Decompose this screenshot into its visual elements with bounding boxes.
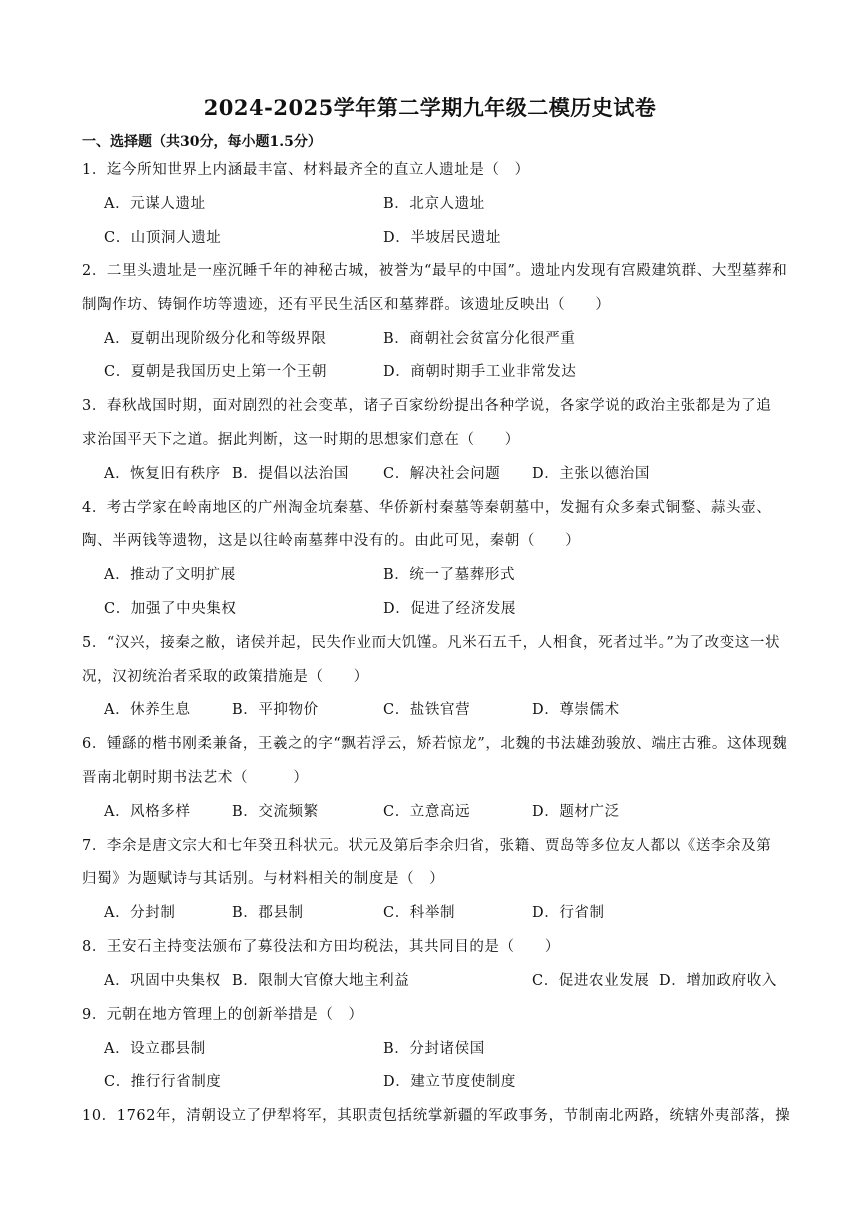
question-7-option-c[interactable]: C．科举制 xyxy=(383,905,456,921)
question-8-stem: 8．王安石主持变法颁布了募役法和方田均税法，其共同目的是（ ） xyxy=(82,939,560,955)
question-5-option-a[interactable]: A．休养生息 xyxy=(104,702,191,718)
question-8-option-c[interactable]: C．促进农业发展 xyxy=(532,973,650,989)
question-7-stem-line-1: 7．李余是唐文宗大和七年癸丑科状元。状元及第后李余归省，张籍、贾岛等多位友人都以《送李余及第 xyxy=(82,838,772,854)
question-9-option-b[interactable]: B．分封诸侯国 xyxy=(383,1041,485,1057)
question-8-option-b[interactable]: B．限制大官僚大地主利益 xyxy=(232,973,410,989)
question-7-option-a[interactable]: A．分封制 xyxy=(104,905,176,921)
question-3-option-d[interactable]: D．主张以德治国 xyxy=(532,466,650,482)
question-1-option-c[interactable]: C．山顶洞人遗址 xyxy=(104,230,222,246)
question-6-option-a[interactable]: A．风格多样 xyxy=(104,804,191,820)
question-4-option-a[interactable]: A．推动了文明扩展 xyxy=(104,567,236,583)
question-9-stem: 9．元朝在地方管理上的创新举措是（ ） xyxy=(82,1007,364,1023)
question-4-stem-line-1: 4．考古学家在岭南地区的广州淘金坑秦墓、华侨新村秦墓等秦朝墓中，发掘有众多秦式铜鍪、蒜头壶、 xyxy=(82,500,772,516)
question-3-stem-line-2: 求治国平天下之道。据此判断，这一时期的思想家们意在（ ） xyxy=(82,432,520,448)
question-2-option-d[interactable]: D．商朝时期手工业非常发达 xyxy=(383,364,577,380)
question-5-option-b[interactable]: B．平抑物价 xyxy=(232,702,319,718)
question-6-stem-line-1: 6．锺繇的楷书刚柔兼备，王羲之的字“飘若浮云，矫若惊龙”，北魏的书法雄劲骏放、端庄古雅。这体现魏 xyxy=(82,736,788,752)
question-2-stem-line-2: 制陶作坊、铸铜作坊等遗迹，还有平民生活区和墓葬群。该遗址反映出（ ） xyxy=(82,297,611,313)
question-5-stem-line-2: 况，汉初统治者采取的政策措施是（ ） xyxy=(82,669,369,685)
question-5-option-c[interactable]: C．盐铁官营 xyxy=(383,702,471,718)
question-6-option-d[interactable]: D．题材广泛 xyxy=(532,804,620,820)
question-8-option-d[interactable]: D．增加政府收入 xyxy=(659,973,777,989)
section-heading: 一、选择题（共30分，每小题1.5分） xyxy=(82,134,322,150)
question-6-stem-line-2: 晋南北朝时期书法艺术（ ） xyxy=(82,770,309,786)
question-4-option-b[interactable]: B．统一了墓葬形式 xyxy=(383,567,516,583)
question-3-option-a[interactable]: A．恢复旧有秩序 xyxy=(104,466,221,482)
question-5-stem-line-1: 5．“汉兴，接秦之敝，诸侯并起，民失作业而大饥馑。凡米石五千，人相食，死者过半。”为了改变这一状 xyxy=(82,635,781,651)
question-7-option-b[interactable]: B．郡县制 xyxy=(232,905,304,921)
question-4-option-d[interactable]: D．促进了经济发展 xyxy=(383,601,517,617)
question-2-stem-line-1: 2．二里头遗址是一座沉睡千年的神秘古城，被誉为“最早的中国”。遗址内发现有宫殿建筑群、大型墓葬和 xyxy=(82,263,788,279)
question-1-option-a[interactable]: A．元谋人遗址 xyxy=(104,196,206,212)
question-4-option-c[interactable]: C．加强了中央集权 xyxy=(104,601,237,617)
question-6-option-b[interactable]: B．交流频繁 xyxy=(232,804,319,820)
question-3-stem-line-1: 3．春秋战国时期，面对剧烈的社会变革，诸子百家纷纷提出各种学说，各家学说的政治主张都是为了追 xyxy=(82,398,772,414)
exam-title: 2024-2025学年第二学期九年级二模历史试卷 xyxy=(203,95,657,120)
question-8-option-a[interactable]: A．巩固中央集权 xyxy=(104,973,221,989)
question-2-option-a[interactable]: A．夏朝出现阶级分化和等级界限 xyxy=(104,331,327,347)
question-9-option-a[interactable]: A．设立郡县制 xyxy=(104,1041,206,1057)
question-1-stem: 1．迄今所知世界上内涵最丰富、材料最齐全的直立人遗址是（ ） xyxy=(82,162,530,178)
question-6-option-c[interactable]: C．立意高远 xyxy=(383,804,471,820)
question-9-option-d[interactable]: D．建立节度使制度 xyxy=(383,1074,517,1090)
question-2-option-c[interactable]: C．夏朝是我国历史上第一个王朝 xyxy=(104,364,328,380)
question-7-option-d[interactable]: D．行省制 xyxy=(532,905,605,921)
question-5-option-d[interactable]: D．尊崇儒术 xyxy=(532,702,620,718)
question-1-option-b[interactable]: B．北京人遗址 xyxy=(383,196,485,212)
question-7-stem-line-2: 归蜀》为题赋诗与其话别。与材料相关的制度是（ ） xyxy=(82,871,445,887)
question-3-option-c[interactable]: C．解决社会问题 xyxy=(383,466,501,482)
question-4-stem-line-2: 陶、半两钱等遗物，这是以往岭南墓葬中没有的。由此可见，秦朝（ ） xyxy=(82,533,581,549)
question-10-stem: 10．1762年，清朝设立了伊犁将军，其职责包括统掌新疆的军政事务，节制南北两路，统辖外夷部落，操 xyxy=(82,1108,791,1124)
question-9-option-c[interactable]: C．推行行省制度 xyxy=(104,1074,222,1090)
question-2-option-b[interactable]: B．商朝社会贫富分化很严重 xyxy=(383,331,576,347)
question-3-option-b[interactable]: B．提倡以法治国 xyxy=(232,466,349,482)
question-1-option-d[interactable]: D．半坡居民遗址 xyxy=(383,230,501,246)
